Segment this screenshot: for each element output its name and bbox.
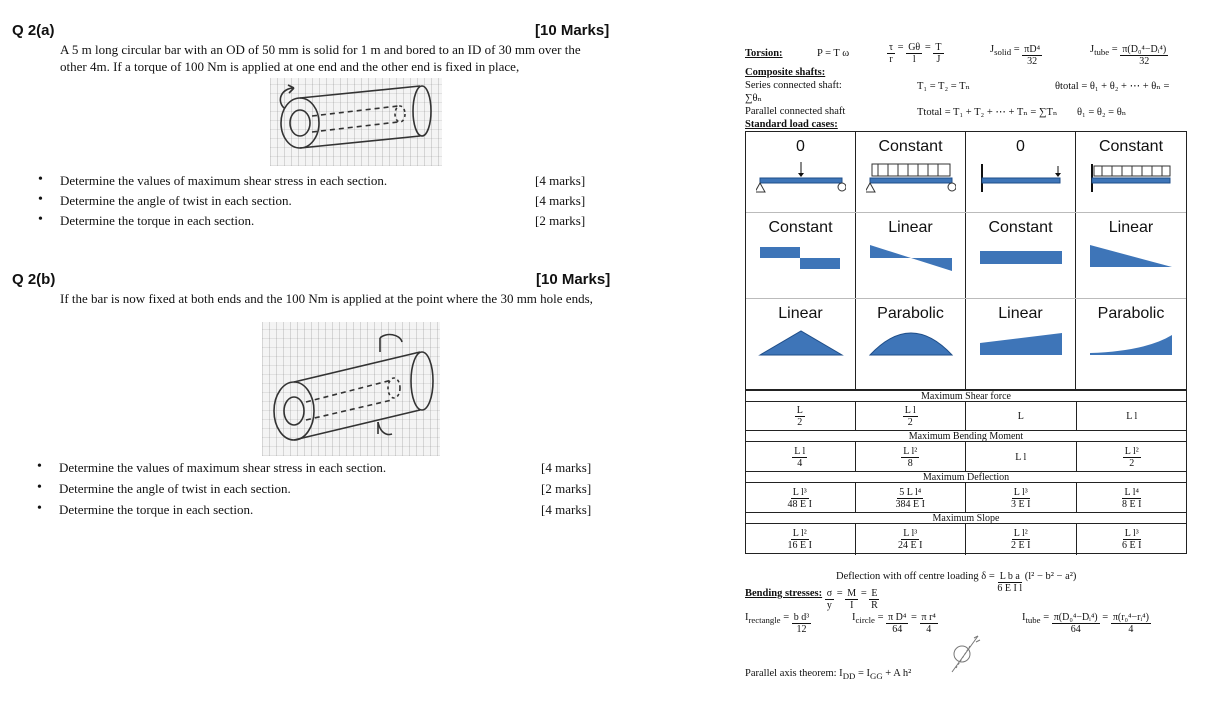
load-cell: Constant (1076, 132, 1186, 212)
q2a-text-line2: other 4m. If a torque of 100 Nm is applied at one end and the other end is fixed in place, (60, 59, 520, 74)
q2b-bullet: • Determine the values of maximum shear stress in each section. (37, 459, 387, 475)
offcentre-deflection-eq: Deflection with off centre loading δ = $\frac{\text{L b a}}{\text{6 E I l}}$ (l² − b² − a²) (836, 571, 1077, 594)
moment-cell: Parabolic (1076, 299, 1186, 390)
slope-header: Maximum Slope (745, 512, 1187, 524)
shear-diagram-row (746, 212, 1186, 299)
bending-stress-eq: Bending stresses: $\frac{\sigma}{y}$ = $\frac{M}{I}$ = $\frac{E}{R}$ (745, 588, 878, 611)
moment-cell: Linear (966, 299, 1076, 390)
q2a-text-line1: A 5 m long circular bar with an OD of 50 mm is solid for 1 m and bored to an ID of 30 mm over the (60, 42, 581, 57)
load-cell: 0 (966, 132, 1076, 212)
deflection-row (745, 482, 1187, 513)
load-cell: Constant (856, 132, 966, 212)
fixed-bar-drawing (262, 322, 440, 456)
load-cell: 0 (746, 132, 856, 212)
shear-cell: Linear (856, 213, 966, 299)
j-solid-eq: $J_{solid}$ = $\frac{\text{πD⁴}}{32}$ (990, 44, 1041, 67)
moment-value-cell: $\frac{\text{L l}}{4}$ (745, 442, 856, 472)
shear-value-cell: $\frac{L}{2}$ (745, 402, 856, 431)
shear-force-header: Maximum Shear force (745, 390, 1187, 402)
triangle-moment-diagram (756, 323, 846, 363)
step-shear-diagram (756, 237, 846, 277)
i-circle-eq: $I_{circle}$ = $\frac{\text{π D⁴}}{64}$ = $\frac{\text{π r⁴}}{4}$ (852, 612, 936, 635)
shear-value-cell: L (966, 402, 1077, 431)
q2a-label: Q 2(a) (12, 22, 55, 39)
load-row (746, 132, 1186, 212)
deflection-value-cell: $\frac{\text{L l³}}{\text{3 E I}}$ (966, 483, 1077, 513)
series-sum: ∑θₙ (745, 93, 763, 104)
deflection-value-cell: $\frac{\text{5 L l⁴}}{\text{384 E I}}$ (856, 483, 967, 513)
i-rectangle-eq: $I_{rectangle}$ = $\frac{\text{b d³}}{12}$ (745, 612, 810, 635)
moment-diagram-row (746, 298, 1186, 390)
shear-cell: Constant (966, 213, 1076, 299)
simply-supported-udl-icon (866, 156, 956, 196)
shear-cell: Constant (746, 213, 856, 299)
hollow-bar-drawing (270, 78, 442, 166)
linear-moment-diagram (976, 323, 1066, 363)
torsion-stress-eq: $\frac{\tau}{r}$ = $\frac{G\theta}{l}$ = $\frac{T}{J}$ (889, 42, 942, 65)
slope-value-cell: $\frac{\text{L l²}}{\text{2 E I}}$ (966, 524, 1077, 555)
slope-value-cell: $\frac{\text{L l³}}{\text{24 E I}}$ (856, 524, 967, 555)
moment-cell: Parabolic (856, 299, 966, 390)
slope-row (745, 523, 1187, 555)
q2b-bullet-marks: [4 marks] (541, 502, 592, 517)
q2b-text-line1: If the bar is now fixed at both ends and the 100 Nm is applied at the point where the 30 mm hole ends, (60, 291, 593, 306)
q2b-bullet-marks: [4 marks] (541, 460, 592, 475)
load-cases-label: Standard load cases: (745, 119, 838, 130)
simply-supported-point-load-icon (756, 156, 846, 196)
shear-cell: Linear (1076, 213, 1186, 299)
slope-value-cell: $\frac{\text{L l²}}{\text{16 E I}}$ (745, 524, 856, 555)
series-angle-eq: θtotal = θ₁ + θ₂ + ⋯ + θₙ = (1055, 81, 1170, 92)
q2b-marks: [10 Marks] (536, 271, 611, 288)
shear-value-cell: $\frac{\text{L l}}{2}$ (856, 402, 967, 431)
moment-cell: Linear (746, 299, 856, 390)
shear-force-row (745, 401, 1187, 431)
constant-shear-diagram (976, 237, 1066, 277)
triangle-shear-diagram (1086, 237, 1176, 277)
parabolic-cantilever-moment-diagram (1086, 323, 1176, 363)
j-tube-eq: $J_{tube}$ = $\frac{\text{π(D₀⁴−Dᵢ⁴)}}{32}$ (1090, 44, 1167, 67)
torsion-power-eq: P = T ω (817, 48, 850, 59)
i-tube-eq: $I_{tube}$ = $\frac{\text{π(D₀⁴−Dᵢ⁴)}}{64}$ = $\frac{\text{π(r₀⁴−rᵢ⁴)}}{4}$ (1022, 612, 1149, 635)
q2a-bullet-marks: [2 marks] (535, 213, 586, 228)
q2a-bullet: • Determine the torque in each section. (38, 212, 255, 228)
q2b-bullet: • Determine the angle of twist in each section. (37, 480, 291, 496)
torsion-label: Torsion: (745, 48, 783, 59)
shear-value-cell: L l (1126, 411, 1138, 422)
parallel-axis-theorem: Parallel axis theorem: $I_{DD} = I_{GG} + A$ h² (745, 668, 912, 682)
load-case-table (745, 131, 1187, 390)
parallel-angle-eq: θ₁ = θ₂ = θₙ (1077, 107, 1127, 118)
moment-value-cell: L l (966, 442, 1077, 472)
moment-value-cell: $\frac{\text{L l²}}{8}$ (856, 442, 967, 472)
q2b-label: Q 2(b) (12, 271, 56, 288)
q2a-bullet: • Determine the angle of twist in each section. (38, 192, 292, 208)
bending-moment-header: Maximum Bending Moment (745, 430, 1187, 442)
series-label: Series connected shaft: (745, 80, 842, 91)
deflection-value-cell: $\frac{\text{L l⁴}}{\text{8 E I}}$ (1122, 486, 1142, 510)
series-torque-eq: T₁ = T₂ = Tₙ (917, 81, 971, 92)
q2a-bullet-marks: [4 marks] (535, 193, 586, 208)
composite-label: Composite shafts: (745, 67, 826, 78)
q2b-bullet: • Determine the torque in each section. (37, 501, 254, 517)
q2b-bar-sketch (262, 322, 440, 456)
q2a-bullet: • Determine the values of maximum shear stress in each section. (38, 172, 388, 188)
parallel-torque-eq: Ttotal = T₁ + T₂ + ⋯ + Tₙ = ∑Tₙ (917, 107, 1058, 118)
parabolic-moment-diagram (866, 323, 956, 363)
q2a-bar-sketch (270, 78, 442, 166)
q2b-bullet-marks: [2 marks] (541, 481, 592, 496)
slope-value-cell: $\frac{\text{L l³}}{\text{6 E I}}$ (1122, 528, 1142, 551)
moment-value-cell: $\frac{\text{L l²}}{2}$ (1124, 445, 1139, 469)
parallel-label: Parallel connected shaft (745, 106, 846, 117)
bending-moment-row (745, 441, 1187, 472)
deflection-value-cell: $\frac{\text{L l³}}{\text{48 E I}}$ (745, 483, 856, 513)
linear-shear-diagram (866, 237, 956, 277)
parallel-axis-sketch-icon (948, 632, 984, 678)
q2a-bullet-marks: [4 marks] (535, 173, 586, 188)
q2a-marks: [10 Marks] (535, 22, 610, 39)
deflection-header: Maximum Deflection (745, 471, 1187, 483)
cantilever-point-load-icon (976, 156, 1066, 196)
cantilever-udl-icon (1086, 156, 1176, 196)
